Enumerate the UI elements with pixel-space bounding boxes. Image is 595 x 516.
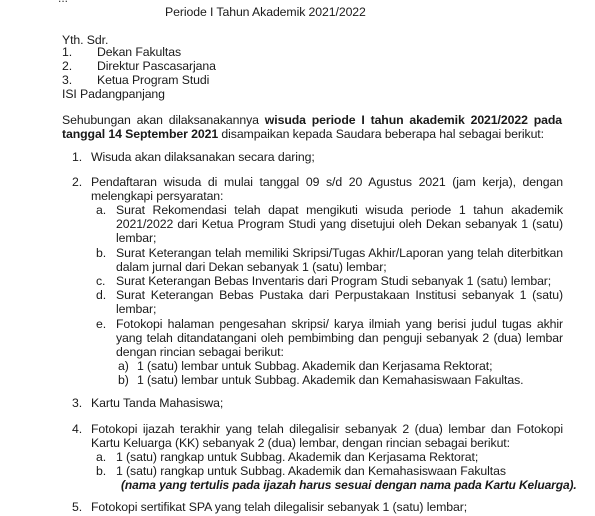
recipient-label-3: Ketua Program Studi (97, 73, 210, 87)
point-2-line-2: melengkapi persyaratan: (91, 189, 224, 203)
intro-bold-date: tanggal 14 September 2021 (62, 127, 219, 141)
point-4-sub-b-text: 1 (satu) rangkap untuk Subbag. Akademik dan Kemahasiswaan Fakultas (116, 464, 506, 478)
point-1-num: 1. (72, 150, 83, 164)
point-2-sub-a-line-3: lembar; (116, 231, 157, 245)
point-2-sub-c-letter: c. (96, 274, 106, 288)
point-2-sub-e-line-2: yang telah ditandatangani oleh pembimbing dan penguji sebanyak 2 (dua) lembar (116, 331, 563, 345)
point-2-sub-a-line-1: Surat Rekomendasi telah dapat mengikuti wisuda periode 1 tahun akademik (116, 203, 563, 217)
point-4-num: 4. (72, 422, 83, 436)
point-2-num: 2. (72, 175, 83, 189)
recipient-num-1: 1. (62, 45, 73, 59)
point-4-line-2: Kartu Keluarga (KK) sebanyak 2 (dua) lembar, dengan rincian sebagai berikut: (91, 436, 510, 450)
intro-text-end: disampaikan kepada Saudara beberapa hal sebagai berikut: (218, 127, 544, 141)
intro-line-2 (62, 127, 544, 142)
point-2-e-detail-a-text: 1 (satu) lembar untuk Subbag. Akademik dan Kerjasama Rektorat; (137, 359, 493, 373)
point-2-sub-a-line-2: 2021/2022 dari Ketua Program Studi yang disetujui oleh Dekan sebanyak 1 (satu) (116, 217, 563, 231)
point-2-line-1: Pendaftaran wisuda di mulai tanggal 09 s/d 20 Agustus 2021 (jam kerja), dengan (91, 175, 563, 189)
point-2-e-detail-b-num: b) (118, 373, 129, 387)
institution: ISI Padangpanjang (62, 87, 165, 101)
recipient-label-1: Dekan Fakultas (97, 45, 182, 59)
point-2-sub-c-line-1: Surat Keterangan Bebas Inventaris dari Program Studi sebanyak 1 (satu) lembar; (116, 274, 552, 288)
point-3-num: 3. (72, 396, 83, 410)
intro-bold-event: wisuda periode I tahun akademik 2021/2022 pada (264, 113, 562, 127)
point-2-sub-b-letter: b. (96, 246, 107, 260)
point-2-sub-e-letter: e. (96, 317, 107, 331)
recipient-num-3: 3. (62, 73, 73, 87)
point-2-sub-b-line-1: Surat Keterangan telah memiliki Skripsi/Tugas Akhir/Laporan yang telah diterbitkan (116, 246, 563, 260)
point-4-sub-a-letter: a. (96, 450, 107, 464)
point-4-sub-b-letter: b. (96, 464, 107, 478)
greeting: Yth. Sdr. (62, 33, 109, 47)
intro-line-1 (62, 113, 562, 128)
point-2-sub-a-letter: a. (96, 203, 107, 217)
intro-text: Sehubungan akan dilaksanakannya (62, 113, 265, 127)
point-1-text: Wisuda akan dilaksanakan secara daring; (91, 150, 315, 164)
point-5-num: 5. (72, 500, 83, 514)
header-cut-text (58, 0, 68, 5)
point-4-note: (nama yang tertulis pada ijazah harus sesuai dengan nama pada Kartu Keluarga). (121, 478, 577, 492)
point-4-line-1: Fotokopi ijazah terakhir yang telah dilegalisir sebanyak 2 (dua) lembar dan Fotokopi (91, 422, 563, 436)
point-2-e-detail-b-text: 1 (satu) lembar untuk Subbag. Akademik dan Kemahasiswaan Fakultas. (137, 373, 524, 387)
recipient-num-2: 2. (62, 59, 73, 73)
point-3-text: Kartu Tanda Mahasiswa; (91, 396, 224, 410)
period-line: Periode I Tahun Akademik 2021/2022 (165, 5, 366, 19)
point-2-sub-b-line-2: dalam jurnal dari Dekan sebanyak 1 (satu) lembar; (116, 260, 387, 274)
point-2-sub-d-line-2: lembar; (116, 302, 157, 316)
recipient-label-2: Direktur Pascasarjana (97, 59, 216, 73)
point-2-sub-e-line-3: dengan rincian sebagai berikut: (116, 345, 284, 359)
point-4-sub-a-text: 1 (satu) rangkap untuk Subbag. Akademik dan Kerjasama Rektorat; (116, 450, 479, 464)
point-2-sub-d-line-1: Surat Keterangan Bebas Pustaka dari Perpustakaan Institusi sebanyak 1 (satu) (116, 288, 563, 302)
point-5-text: Fotokopi sertifikat SPA yang telah dilegalisir sebanyak 1 (satu) lembar; (91, 500, 468, 514)
point-2-sub-e-line-1: Fotokopi halaman pengesahan skripsi/ karya ilmiah yang berisi judul tugas akhir (116, 317, 563, 331)
point-2-sub-d-letter: d. (96, 288, 107, 302)
point-2-e-detail-a-num: a) (118, 359, 129, 373)
